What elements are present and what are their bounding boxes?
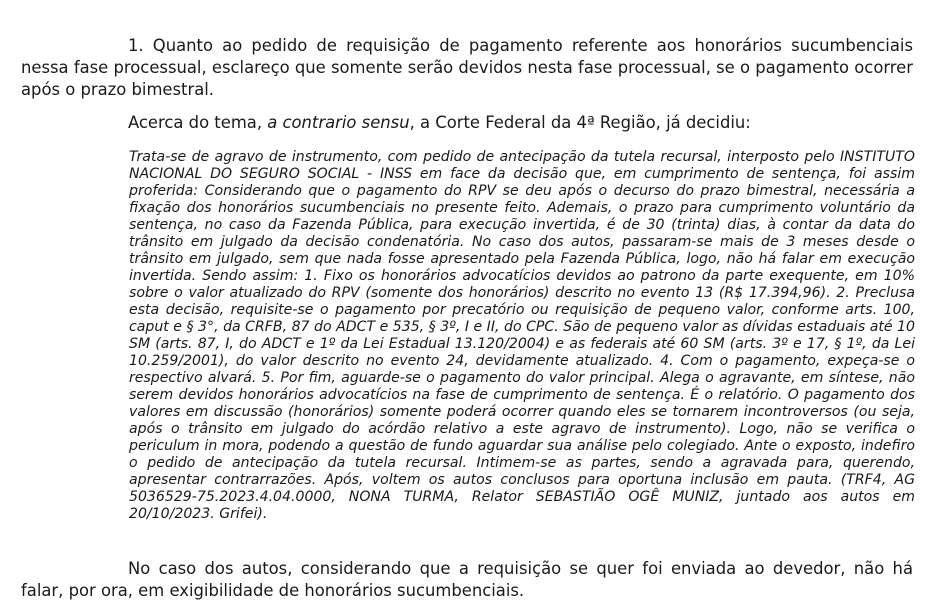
paragraph-conclusion	[21, 558, 913, 602]
paragraph-2	[21, 112, 913, 134]
paragraph-2-text-after: , a Corte Federal da 4ª Região, já decidiu:	[409, 113, 751, 132]
paragraph-conclusion-text: No caso dos autos, considerando que a requisição se quer foi enviada ao devedor, não há falar, por ora, em exigibilidade de honorários sucumbenciais.	[21, 559, 913, 600]
paragraph-2-italic-term: a contrario sensu	[267, 113, 410, 132]
paragraph-1-text: 1. Quanto ao pedido de requisição de pagamento referente aos honorários sucumbenciais nessa fase processual, esclareço que somente serão devidos nesta fase processual, se o pagamento ocorrer após o prazo bimestral.	[21, 36, 913, 99]
block-quote-citation: Trata-se de agravo de instrumento, com pedido de antecipação da tutela recursal, interposto pelo INSTITUTO NACIONAL DO SEGURO SOCIAL - INSS em face da decisão que, em cumprimento de sentença, foi assim proferida: Considerando que o pagamento do RPV se deu após o decurso do prazo bimestral, necessária a fixação dos honorários sucumbenciais no presente feito. Ademais, o prazo para cumprimento voluntário da sentença, no caso da Fazenda Pública, para execução invertida, é de 30 (trinta) dias, à contar da data do trânsito em julgado da decisão condenatória. No caso dos autos, passaram-se mais de 3 meses desde o trânsito em julgado, sem que nada fosse apresentado pela Fazenda Pública, logo, não há falar em execução invertida. Sendo assim: 1. Fixo os honorários advocatícios devidos ao patrono da parte exequente, em 10% sobre o valor atualizado do RPV (somente dos honorários) descrito no evento 13 (R$ 17.394,96). 2. Preclusa esta decisão, requisite-se o pagamento por precatório ou requisição de pequeno valor, conforme arts. 100, caput e § 3°, da CRFB, 87 do ADCT e 535, § 3º, I e II, do CPC. São de pequeno valor as dívidas estaduais até 10 SM (arts. 87, I, do ADCT e 1º da Lei Estadual 13.120/2004) e as federais até 60 SM (arts. 3º e 17, § 1º, da Lei 10.259/2001), do valor descrito no evento 24, devidamente atualizado. 4. Com o pagamento, expeça-se o respectivo alvará. 5. Por fim, aguarde-se o pagamento do valor principal. Alega o agravante, em síntese, não serem devidos honorários advocatícios na fase de cumprimento de sentença. É o relatório. O pagamento dos valores em discussão (honorários) somente poderá ocorrer quando eles se tornarem incontroversos (ou seja, após o trânsito em julgado do acórdão relativo a este agravo de instrumento). Logo, não se verifica o periculum in mora, podendo a questão de fundo aguardar sua análise pelo colegiado. Ante o exposto, indefiro o pedido de antecipação da tutela recursal. Intimem-se as partes, sendo a agravada para, querendo, apresentar contrarrazões. Após, voltem os autos conclusos para oportuna inclusão em pauta. (TRF4, AG 5036529-75.2023.4.04.0000, NONA TURMA, Relator SEBASTIÃO OGÊ MUNIZ, juntado aos autos em 20/10/2023. Grifei).	[129, 149, 915, 522]
paragraph-1	[21, 35, 913, 101]
paragraph-2-text-before: Acerca do tema,	[128, 113, 268, 132]
